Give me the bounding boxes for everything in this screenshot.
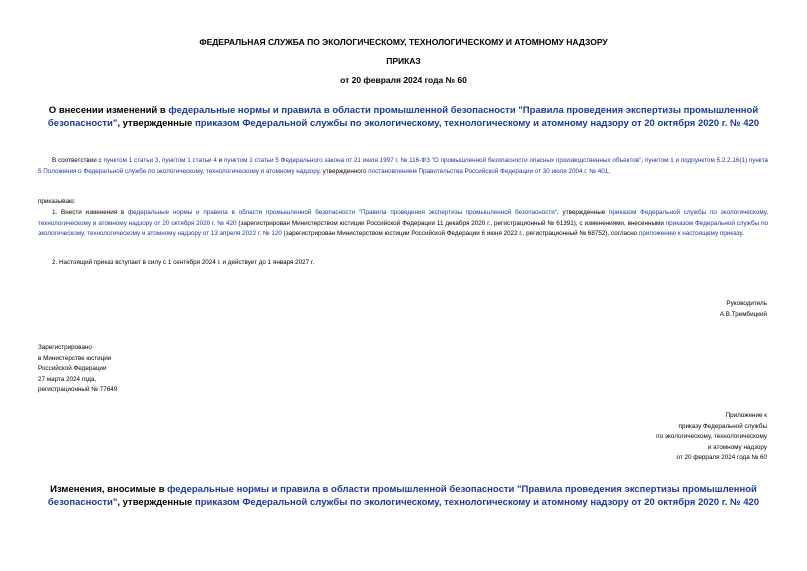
document-type: ПРИКАЗ — [386, 56, 421, 66]
document-title — [30, 104, 777, 130]
annex-header-block — [656, 411, 767, 464]
annex-line: и атомному надзору — [707, 443, 767, 451]
signer-block — [720, 299, 767, 320]
link-federal-law-116[interactable]: пунктом 1 статьи 5 Федерального закона от 21 июля 1997 г. № 116-ФЗ "О промышленной безопасности опасных производственных объектов" — [223, 157, 642, 164]
signer-name: А.В.Трембицкий — [719, 310, 767, 318]
registration-block — [38, 343, 117, 396]
title-text: О внесении изменений в — [48, 105, 169, 116]
registration-line: Зарегистрировано — [38, 344, 92, 351]
item-1-text: , утвержденные — [557, 209, 610, 216]
item-1-paragraph — [38, 208, 768, 240]
link-article-4[interactable]: пунктом 1 статьи 4 — [161, 157, 217, 164]
link-rules[interactable]: федеральные нормы и правила в области промышленной безопасности "Правила проведения экспертизы промышленной безопасности" — [128, 209, 558, 216]
registration-line: Российской Федерации — [38, 365, 107, 372]
registration-line: регистрационный № 77649 — [38, 386, 118, 393]
annex-line: Приложение к — [725, 412, 767, 419]
link-order-120[interactable]: приказом Федеральной службы по экологическому, технологическому и атомному надзору от 13 апреля 2022 г. № 120 — [38, 219, 768, 237]
item-1-text: (зарегистрирован Министерством юстиции Российской Федерации 6 июня 2022 г., регистрационный № 68752), согласно — [281, 230, 639, 237]
preamble-text: и — [216, 157, 224, 164]
document-date-number: от 20 февраля 2024 года № 60 — [340, 75, 467, 85]
item-1-text: 1. Внести изменения в — [52, 209, 128, 216]
agency-name: ФЕДЕРАЛЬНАЯ СЛУЖБА ПО ЭКОЛОГИЧЕСКОМУ, ТЕХНОЛОГИЧЕСКОМУ И АТОМНОМУ НАДЗОРУ — [199, 37, 608, 47]
preamble-paragraph — [38, 156, 768, 177]
registration-line: в Министерстве юстиции — [38, 354, 112, 362]
title-text: , утвержденные — [117, 118, 195, 129]
annex-title-text: Изменения, вносимые в — [50, 484, 168, 495]
link-annex[interactable]: приложению к настоящему приказу — [638, 230, 743, 237]
preamble-text: , — [641, 157, 645, 164]
prikazyvayu-text: приказываю: — [38, 198, 76, 205]
preamble-text: В соответствии с — [52, 157, 104, 164]
item-1-text: . — [742, 230, 744, 237]
item-1-text: (зарегистрирован Министерством юстиции Российской Федерации 11 декабря 2020 г., регистрационный № 61391), с изменениями, внесенными — [236, 219, 666, 227]
preamble-text: , утвержденного — [319, 167, 369, 175]
link-government-decree-401[interactable]: постановлением Правительства Российской Федерации от 30 июля 2004 г. № 401 — [368, 167, 609, 175]
annex-title-link-order-420[interactable]: приказом Федеральной службы по экологическому, технологическому и атомному надзору от 20 октября 2020 г. № 420 — [194, 497, 760, 508]
signer-position: Руководитель — [726, 300, 767, 307]
annex-line: от 20 ферраля 2024 года № 60 — [676, 454, 767, 461]
item-2-paragraph: 2. Настоящий приказ вступает в силу с 1 сентября 2024 г. и действует до 1 января 2027 г. — [52, 259, 315, 266]
annex-line: по экологическому, технологическому — [656, 433, 767, 440]
link-regulation-item[interactable]: пунктом 1 и подпунктом 5.2.2.16(1) пункта 5 Положения о Федеральной службе по экологическому, технологическому и атомному надзору — [38, 157, 769, 175]
annex-title — [30, 483, 777, 509]
link-article-3[interactable]: пунктом 1 статьи 3 — [103, 157, 159, 164]
title-link-rules[interactable]: федеральные нормы и правила в области промышленной безопасности "Правила проведения экспертизы промышленной безопасности" — [47, 105, 759, 129]
annex-line: приказу Федеральной службы — [678, 422, 767, 430]
link-order-420[interactable]: приказом Федеральной службы по экологическому, технологическому и атомному надзору от 20 октября 2020 г. № 420 — [38, 209, 769, 227]
annex-title-text: , утвержденные — [117, 497, 195, 508]
title-link-order-420[interactable]: приказом Федеральной службы по экологическому, технологическому и атомному надзору от 20 октября 2020 г. № 420 — [194, 118, 760, 129]
preamble-text: , — [608, 167, 610, 175]
annex-title-link-rules[interactable]: федеральные нормы и правила в области промышленной безопасности "Правила проведения экспертизы промышленной безопасности" — [47, 484, 757, 508]
preamble-text: , — [158, 157, 162, 164]
registration-line: 27 марта 2024 года, — [38, 375, 97, 383]
